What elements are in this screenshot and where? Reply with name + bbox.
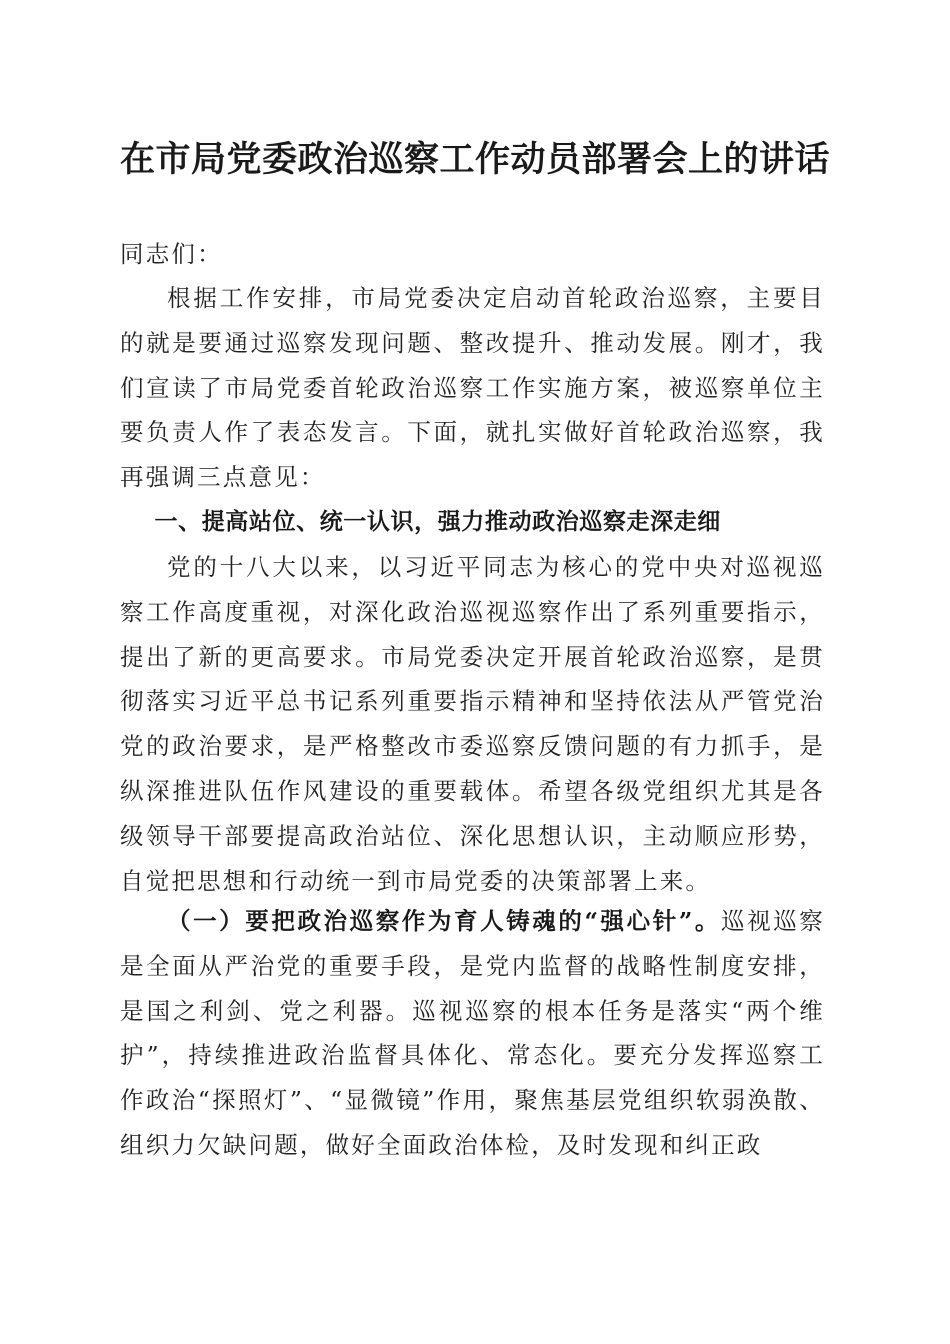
paragraph-section-1: 党的十八大以来，以习近平同志为核心的党中央对巡视巡察工作高度重视，对深化政治巡视巡察作出了系列重要指示，提出了新的更高要求。市局党委决定开展首轮政治巡察，是贯彻落实习近平总书记系列重要指示精神和坚持依法从严管党治党的政治要求，是严格整改市委巡察反馈问题的有力抓手，是纵深推进队伍作风建设的重要载体。希望各级党组织尤其是各级领导干部要提高政治站位、深化思想认识，主动顺应形势，自觉把思想和行动统一到市局党委的决策部署上来。 — [120, 553, 825, 895]
subsection-heading-1: （一）要把政治巡察作为育人铸魂的“强心针”。 — [167, 907, 722, 935]
paragraph-subsection-1 — [120, 899, 825, 1168]
paragraph-intro: 根据工作安排，市局党委决定启动首轮政治巡察，主要目的就是要通过巡察发现问题、整改提升、推动发展。刚才，我们宣读了市局党委首轮政治巡察工作实施方案，被巡察单位主要负责人作了表态发言。下面，就扎实做好首轮政治巡察，我再强调三点意见： — [120, 284, 825, 492]
subsection-body-1: 巡视巡察是全面从严治党的重要手段，是党内监督的战略性制度安排，是国之利剑、党之利器。巡视巡察的根本任务是落实“两个维护”，持续推进政治监督具体化、常态化。要充分发挥巡察工作政治“探照灯”、“显微镜”作用，聚焦基层党组织软弱涣散、组织力欠缺问题，做好全面政治体检，及时发现和纠正政 — [120, 907, 825, 1159]
section-heading-1: 一、提高站位、统一认识，强力推动政治巡察走深走细 — [154, 509, 721, 535]
greeting: 同志们： — [120, 240, 223, 268]
document-title: 在市局党委政治巡察工作动员部署会上的讲话 — [119, 139, 830, 180]
